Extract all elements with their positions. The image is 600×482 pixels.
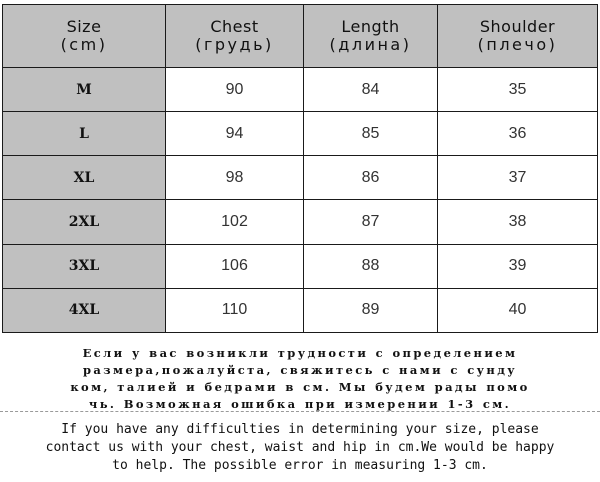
shoulder-cell: 37: [438, 156, 598, 200]
length-cell: 87: [304, 200, 438, 244]
size-cell: XL: [3, 156, 166, 200]
chest-cell: 90: [166, 68, 304, 112]
header-length-translation: (длина): [329, 35, 412, 54]
russian-note-line: ком, талией и бедрами в см. Мы будем рады помо: [70, 380, 530, 394]
russian-note: [6, 345, 594, 413]
header-size: [3, 5, 166, 68]
size-cell: L: [3, 112, 166, 156]
length-cell: 89: [304, 288, 438, 332]
size-cell: 3XL: [3, 244, 166, 288]
chest-cell: 94: [166, 112, 304, 156]
shoulder-cell: 36: [438, 112, 598, 156]
length-cell: 88: [304, 244, 438, 288]
table-row: [3, 156, 598, 200]
english-note-line: If you have any difficulties in determining your size, please: [61, 422, 539, 437]
length-cell: 84: [304, 68, 438, 112]
size-table: [2, 4, 598, 333]
header-shoulder-translation: (плечо): [477, 35, 558, 54]
shoulder-cell: 40: [438, 288, 598, 332]
header-length: [304, 5, 438, 68]
table-header-row: [3, 5, 598, 68]
length-cell: 86: [304, 156, 438, 200]
russian-note-line: размера,пожалуйста, свяжитесь с нами с сунду: [82, 363, 518, 377]
header-size-label: Size: [66, 17, 102, 36]
header-chest-label: Chest: [210, 17, 259, 36]
table-row: [3, 68, 598, 112]
english-note-line: contact us with your chest, waist and hip in cm.We would be happy: [45, 440, 555, 455]
table-row: [3, 112, 598, 156]
size-cell: 2XL: [3, 200, 166, 244]
table-row: [3, 200, 598, 244]
table-row: [3, 244, 598, 288]
header-shoulder-label: Shoulder: [479, 17, 556, 36]
table-row: [3, 288, 598, 332]
shoulder-cell: 35: [438, 68, 598, 112]
shoulder-cell: 38: [438, 200, 598, 244]
header-chest: [166, 5, 304, 68]
size-cell: 4XL: [3, 288, 166, 332]
english-note: [4, 421, 596, 475]
chest-cell: 102: [166, 200, 304, 244]
size-cell: M: [3, 68, 166, 112]
header-shoulder: [438, 5, 598, 68]
divider: [0, 411, 600, 412]
chest-cell: 106: [166, 244, 304, 288]
header-size-unit: (cm): [60, 35, 108, 54]
russian-note-line: Если у вас возникли трудности с определением: [82, 346, 518, 360]
length-cell: 85: [304, 112, 438, 156]
russian-note-line: чь. Возможная ошибка при измерении 1-3 см.: [88, 397, 512, 411]
header-length-label: Length: [341, 17, 400, 36]
shoulder-cell: 39: [438, 244, 598, 288]
chest-cell: 110: [166, 288, 304, 332]
header-chest-translation: (грудь): [195, 35, 274, 54]
english-note-line: to help. The possible error in measuring 1-3 cm.: [112, 458, 488, 473]
chest-cell: 98: [166, 156, 304, 200]
